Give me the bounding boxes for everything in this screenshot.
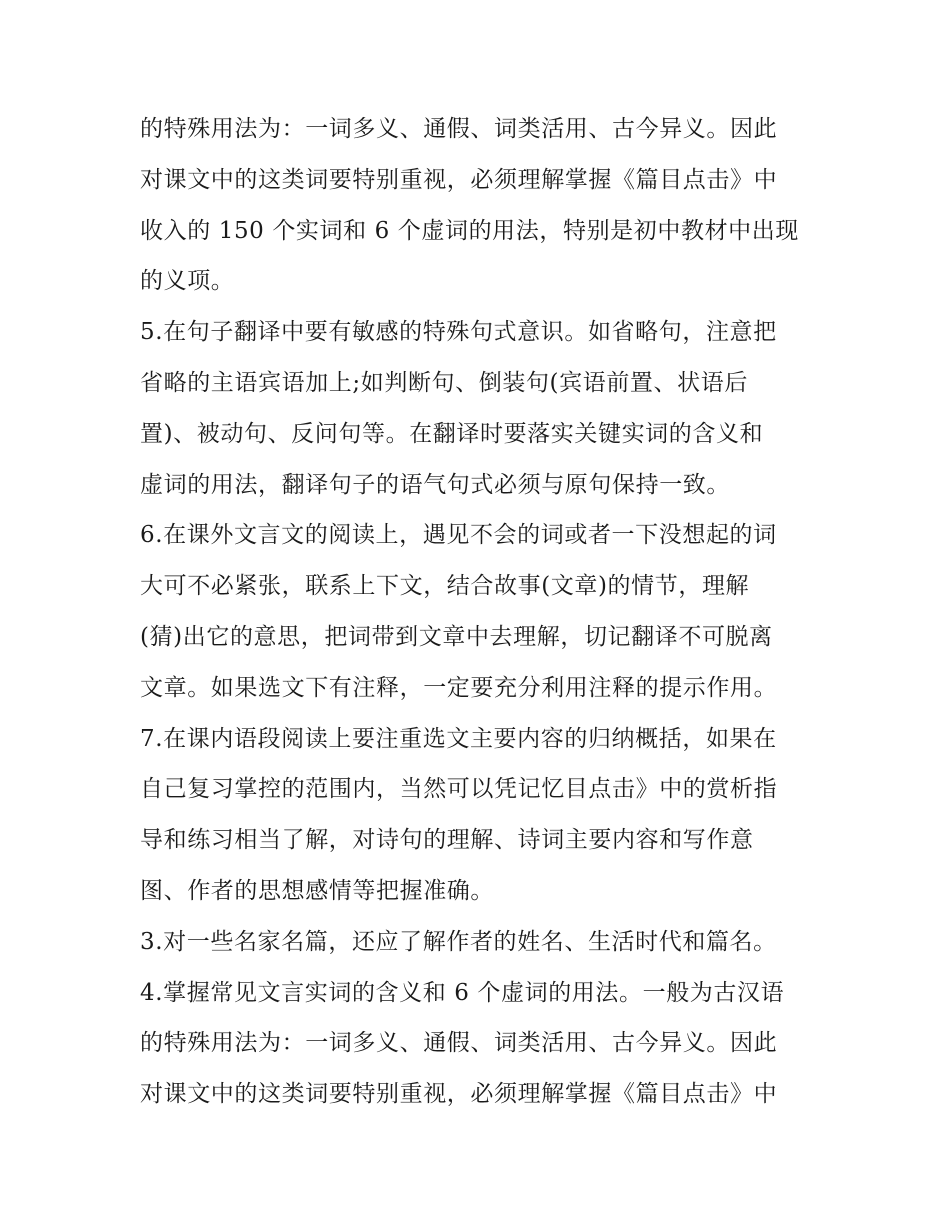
text-line: 7.在课内语段阅读上要注重选文主要内容的归纳概括，如果在 xyxy=(140,725,777,752)
text-line: 对课文中的这类词要特别重视，必须理解掌握《篇目点击》中 xyxy=(140,1081,778,1108)
text-line: 大可不必紧张，联系上下文，结合故事(文章)的情节，理解 xyxy=(140,573,750,600)
text-line: 图、作者的思想感情等把握准确。 xyxy=(140,877,494,904)
text-line: 虚词的用法，翻译句子的语气句式必须与原句保持一致。 xyxy=(140,471,730,498)
text-line: 6.在课外文言文的阅读上，遇见不会的词或者一下没想起的词 xyxy=(140,522,777,549)
text-line: 4.掌握常见文言实词的含义和 6 个虚词的用法。一般为古汉语 xyxy=(140,979,785,1006)
text-line: (猜)出它的意思，把词带到文章中去理解，切记翻译不可脱离 xyxy=(140,623,773,650)
text-line: 省略的主语宾语加上;如判断句、倒装句(宾语前置、状语后 xyxy=(140,369,748,396)
text-line: 文章。如果选文下有注释，一定要充分利用注释的提示作用。 xyxy=(140,674,778,701)
text-line: 3.对一些名家名篇，还应了解作者的姓名、生活时代和篇名。 xyxy=(140,928,777,955)
text-line: 自己复习掌控的范围内，当然可以凭记忆目点击》中的赏析指 xyxy=(140,776,778,803)
text-line: 的特殊用法为：一词多义、通假、词类活用、古今异义。因此 xyxy=(140,1030,778,1057)
text-line: 的义项。 xyxy=(140,268,235,295)
text-line: 5.在句子翻译中要有敏感的特殊句式意识。如省略句，注意把 xyxy=(140,319,777,346)
body-text xyxy=(140,104,830,1120)
text-line: 置)、被动句、反问句等。在翻译时要落实关键实词的含义和 xyxy=(140,420,764,447)
text-line: 收入的 150 个实词和 6 个虚词的用法，特别是初中教材中出现 xyxy=(140,217,799,244)
text-line: 导和练习相当了解，对诗句的理解、诗词主要内容和写作意 xyxy=(140,827,754,854)
text-line: 对课文中的这类词要特别重视，必须理解掌握《篇目点击》中 xyxy=(140,166,778,193)
text-line: 的特殊用法为：一词多义、通假、词类活用、古今异义。因此 xyxy=(140,116,778,142)
